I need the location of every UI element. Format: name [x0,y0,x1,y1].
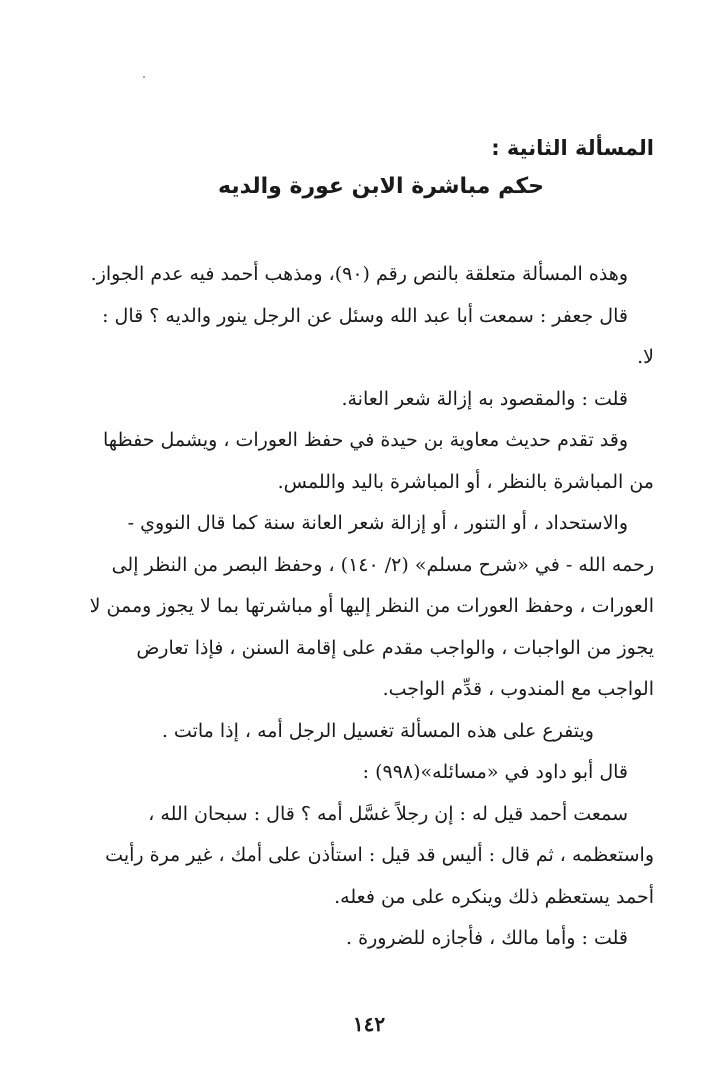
scan-speck [143,76,145,78]
text-line: وقد تقدم حديث معاوية بن حيدة في حفظ العورات ، ويشمل حفظها [102,429,628,451]
text-line: الواجب مع المندوب ، قدِّم الواجب. [382,678,654,700]
section-label: المسألة الثانية : [491,136,654,160]
text-line: رحمه الله - في «شرح مسلم» (٢/ ١٤٠) ، وحفظ البصر من النظر إلى [111,553,654,576]
text-line: من المباشرة بالنظر ، أو المباشرة باليد واللمس. [277,470,654,493]
text-line: أحمد يستعظم ذلك وينكره على من فعله. [334,885,654,908]
text-line: لا. [637,346,654,368]
text-line: يجوز من الواجبات ، والواجب مقدم على إقامة السنن ، فإذا تعارض [136,636,654,659]
text-line: سمعت أحمد قيل له : إن رجلاً غسَّل أمه ؟ قال : سبحان الله ، [148,802,628,825]
body-text [69,254,654,960]
text-line: واستعظمه ، ثم قال : أليس قد قيل : استأذن على أمك ، غير مرة رأيت [105,844,654,866]
text-line: ويتفرع على هذه المسألة تغسيل الرجل أمه ، إذا ماتت . [161,719,594,742]
page-number: ١٤٢ [352,1012,386,1036]
text-line: قال جعفر : سمعت أبا عبد الله وسئل عن الرجل ينور والديه ؟ قال : [102,304,628,327]
page-title: حكم مباشرة الابن عورة والديه [218,174,544,199]
text-line: قلت : والمقصود به إزالة شعر العانة. [341,387,628,410]
text-line: قال أبو داود في «مسائله»(٩٩٨) : [362,761,628,783]
text-line: العورات ، وحفظ العورات من النظر إليها أو مباشرتها بما لا يجوز وممن لا [89,595,654,617]
text-line: قلت : وأما مالك ، فأجازه للضرورة . [346,927,628,949]
text-line: والاستحداد ، أو التنور ، أو إزالة شعر العانة سنة كما قال النووي - [127,512,628,534]
text-line: وهذه المسألة متعلقة بالنص رقم (٩٠)، ومذهب أحمد فيه عدم الجواز. [90,263,628,285]
